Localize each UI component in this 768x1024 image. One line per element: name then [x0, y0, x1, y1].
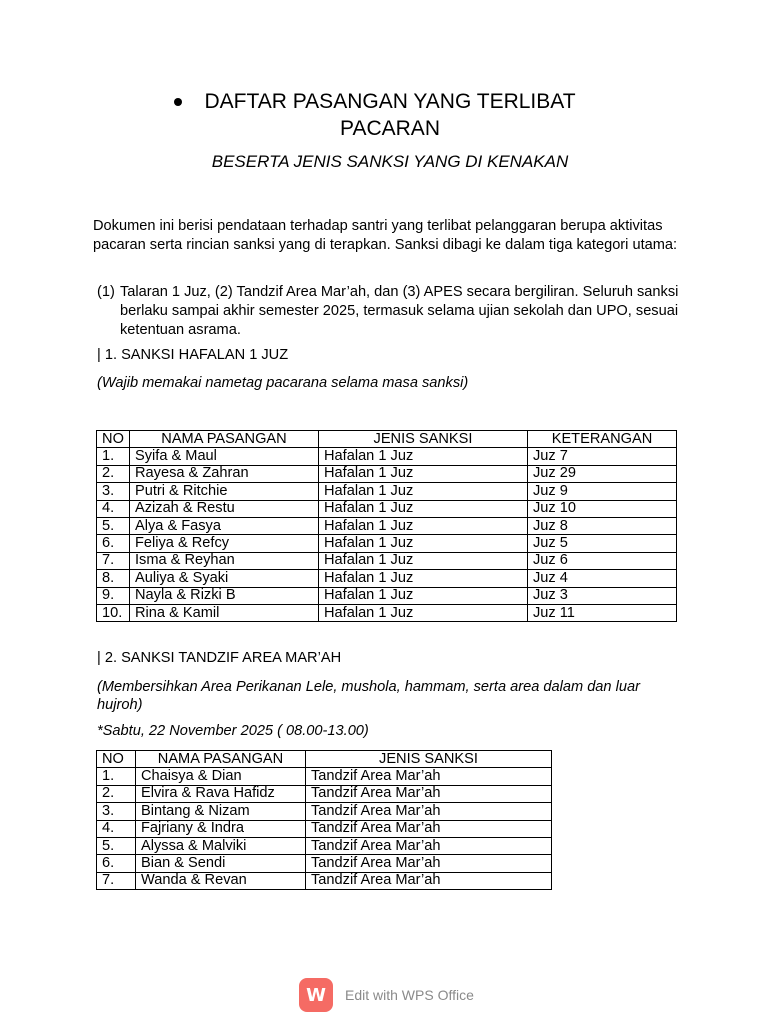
header-cell: NO	[97, 431, 130, 448]
table-cell: Hafalan 1 Juz	[319, 552, 528, 569]
table-cell: Rayesa & Zahran	[130, 465, 319, 482]
hafalan-table	[96, 430, 677, 622]
wps-office-badge[interactable]	[299, 978, 474, 1012]
table-cell: Tandzif Area Mar’ah	[306, 872, 552, 889]
table-cell: Juz 29	[528, 465, 677, 482]
table-cell: Tandzif Area Mar’ah	[306, 785, 552, 802]
table-row	[97, 483, 677, 500]
header-cell: KETERANGAN	[528, 431, 677, 448]
tandzif-table	[96, 750, 552, 890]
table-cell: Bian & Sendi	[136, 855, 306, 872]
table-cell: Juz 7	[528, 448, 677, 465]
table-row	[97, 552, 677, 569]
table-cell: Isma & Reyhan	[130, 552, 319, 569]
table-cell: Alya & Fasya	[130, 517, 319, 534]
table-cell: Putri & Ritchie	[130, 483, 319, 500]
section-1-heading: | 1. SANKSI HAFALAN 1 JUZ	[97, 347, 289, 363]
table-cell: Juz 10	[528, 500, 677, 517]
table-cell: 1.	[97, 448, 130, 465]
intro-paragraph: Dokumen ini berisi pendataan terhadap santri yang terlibat pelanggaran berupa aktivitas pacaran serta rincian sanksi yang di terapkan. Sanksi dibagi ke dalam tiga kategori utama:	[93, 218, 678, 253]
table-row	[97, 604, 677, 621]
table-cell: Auliya & Syaki	[130, 570, 319, 587]
table-cell: Fajriany & Indra	[136, 820, 306, 837]
table-cell: 8.	[97, 570, 130, 587]
table-cell: 9.	[97, 587, 130, 604]
header-cell: NAMA PASANGAN	[136, 751, 306, 768]
table-cell: Juz 5	[528, 535, 677, 552]
table-cell: 10.	[97, 604, 130, 621]
wps-logo-icon: W	[299, 978, 333, 1012]
table-cell: 4.	[97, 820, 136, 837]
table-row	[97, 872, 552, 889]
bullet-icon	[174, 98, 182, 106]
list-text: Talaran 1 Juz, (2) Tandzif Area Mar’ah, dan (3) APES secara bergiliran. Seluruh sanksi berlaku sampai akhir semester 2025, termasuk selama ujian sekolah dan UPO, sesuai ketentuan asrama.	[120, 284, 679, 338]
table-row	[97, 587, 677, 604]
table-cell: 7.	[97, 552, 130, 569]
table-row	[97, 500, 677, 517]
table-cell: Hafalan 1 Juz	[319, 535, 528, 552]
table-cell: 3.	[97, 803, 136, 820]
table-cell: 4.	[97, 500, 130, 517]
table-cell: Alyssa & Malviki	[136, 837, 306, 854]
table-cell: Juz 11	[528, 604, 677, 621]
header-cell: NAMA PASANGAN	[130, 431, 319, 448]
table-cell: Nayla & Rizki B	[130, 587, 319, 604]
table-cell: Hafalan 1 Juz	[319, 604, 528, 621]
list-number: (1)	[97, 284, 115, 300]
table-cell: Hafalan 1 Juz	[319, 587, 528, 604]
table-cell: Tandzif Area Mar’ah	[306, 803, 552, 820]
table-cell: 2.	[97, 465, 130, 482]
table-cell: Bintang & Nizam	[136, 803, 306, 820]
table-cell: 5.	[97, 837, 136, 854]
header-cell: NO	[97, 751, 136, 768]
section-2-note: (Membersihkan Area Perikanan Lele, mushola, hammam, serta area dalam dan luar hujroh)	[97, 679, 640, 713]
header-cell: JENIS SANKSI	[319, 431, 528, 448]
section-1-note: (Wajib memakai nametag pacarana selama masa sanksi)	[97, 375, 469, 391]
table-cell: Juz 4	[528, 570, 677, 587]
table-cell: Hafalan 1 Juz	[319, 483, 528, 500]
table-cell: Elvira & Rava Hafidz	[136, 785, 306, 802]
table-header-row	[97, 431, 677, 448]
table-row	[97, 837, 552, 854]
table-cell: Tandzif Area Mar’ah	[306, 837, 552, 854]
table-cell: Feliya & Refcy	[130, 535, 319, 552]
wps-edit-label[interactable]: Edit with WPS Office	[345, 987, 474, 1003]
table-header-row	[97, 751, 552, 768]
header-cell: JENIS SANKSI	[306, 751, 552, 768]
table-row	[97, 803, 552, 820]
table-cell: Juz 3	[528, 587, 677, 604]
table-cell: 3.	[97, 483, 130, 500]
table-row	[97, 570, 677, 587]
table-row	[97, 465, 677, 482]
table-cell: Wanda & Revan	[136, 872, 306, 889]
table-cell: Syifa & Maul	[130, 448, 319, 465]
document-subtitle: BESERTA JENIS SANKSI YANG DI KENAKAN	[211, 152, 569, 171]
table-cell: 6.	[97, 535, 130, 552]
section-2-heading: | 2. SANKSI TANDZIF AREA MAR’AH	[97, 650, 342, 666]
table-cell: Juz 8	[528, 517, 677, 534]
title-line-1: DAFTAR PASANGAN YANG TERLIBAT	[204, 90, 576, 113]
table-cell: Hafalan 1 Juz	[319, 500, 528, 517]
table-cell: Azizah & Restu	[130, 500, 319, 517]
table-row	[97, 768, 552, 785]
document-title	[150, 88, 630, 142]
table-cell: 6.	[97, 855, 136, 872]
table-cell: Tandzif Area Mar’ah	[306, 855, 552, 872]
table-cell: 5.	[97, 517, 130, 534]
table-row	[97, 535, 677, 552]
section-2-date-note: *Sabtu, 22 November 2025 ( 08.00-13.00)	[97, 723, 369, 739]
table-cell: Chaisya & Dian	[136, 768, 306, 785]
table-cell: Juz 9	[528, 483, 677, 500]
table-row	[97, 517, 677, 534]
table-cell: Tandzif Area Mar’ah	[306, 768, 552, 785]
table-row	[97, 855, 552, 872]
title-line-2: PACARAN	[340, 117, 440, 140]
table-row	[97, 820, 552, 837]
table-cell: Hafalan 1 Juz	[319, 465, 528, 482]
table-cell: Rina & Kamil	[130, 604, 319, 621]
table-cell: 7.	[97, 872, 136, 889]
table-cell: Hafalan 1 Juz	[319, 570, 528, 587]
table-cell: Tandzif Area Mar’ah	[306, 820, 552, 837]
table-row	[97, 448, 677, 465]
table-cell: Hafalan 1 Juz	[319, 517, 528, 534]
table-row	[97, 785, 552, 802]
table-cell: 1.	[97, 768, 136, 785]
table-cell: Hafalan 1 Juz	[319, 448, 528, 465]
table-cell: Juz 6	[528, 552, 677, 569]
table-cell: 2.	[97, 785, 136, 802]
